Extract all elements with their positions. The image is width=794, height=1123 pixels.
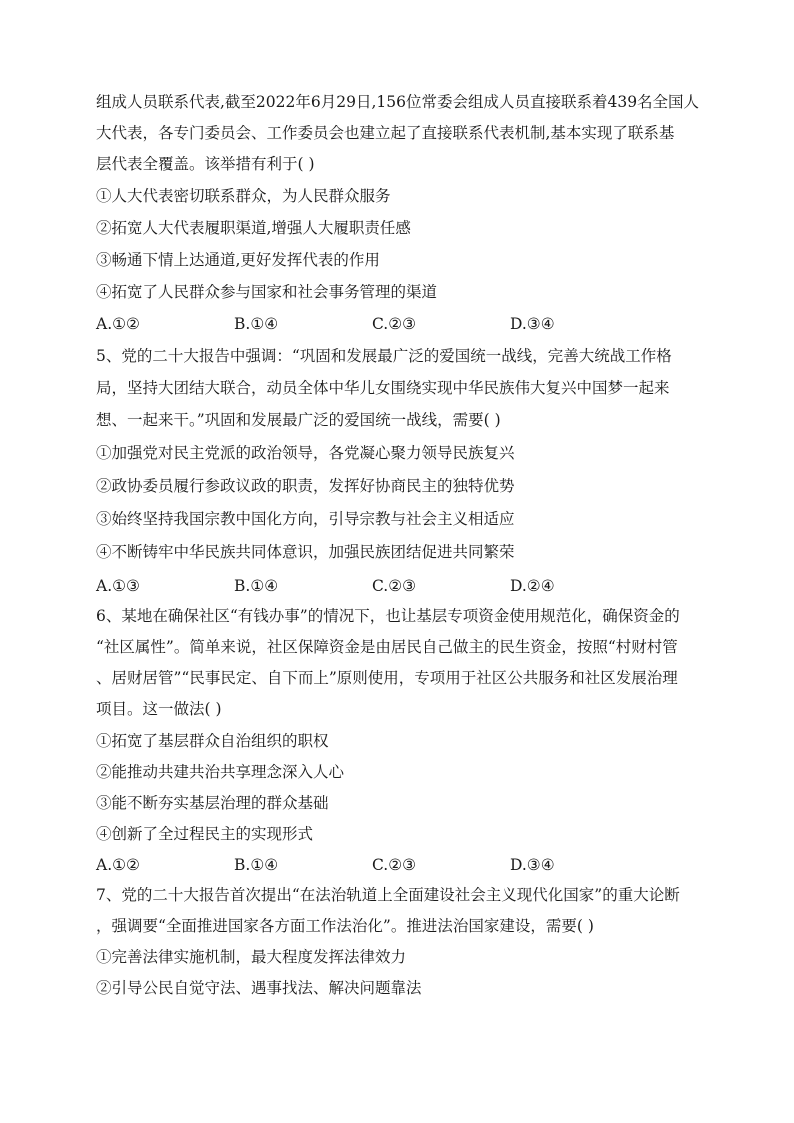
option-a: A.①②	[96, 856, 140, 874]
statement-3: ③能不断夯实基层治理的群众基础	[96, 794, 329, 812]
statement-1: ①完善法律实施机制，最大程度发挥法律效力	[96, 948, 407, 966]
statement-3: ③畅通下情上达通道,更好发挥代表的作用	[96, 251, 380, 269]
statement-4: ④拓宽了人民群众参与国家和社会事务管理的渠道	[96, 283, 438, 301]
question-5-text: 局，坚持大团结大联合，动员全体中华儿女围绕实现中华民族伟大复兴中国梦一起来	[96, 379, 670, 397]
question-6-text: 项目。这一做法( )	[96, 700, 222, 718]
statement-4: ④创新了全过程民主的实现形式	[96, 825, 314, 843]
answer-options	[96, 576, 698, 596]
question-text: 大代表，各专门委员会、工作委员会也建立起了直接联系代表机制,基本实现了联系基	[96, 124, 675, 142]
question-6-text: 、居财居管”“民事民定、自下而上”原则使用，专项用于社区公共服务和社区发展治理	[96, 669, 678, 687]
option-b: B.①④	[234, 577, 279, 595]
option-c: C.②③	[372, 577, 417, 595]
statement-2: ②引导公民自觉守法、遇事找法、解决问题靠法	[96, 979, 422, 997]
option-a: A.①②	[96, 315, 140, 333]
statement-3: ③始终坚持我国宗教中国化方向，引导宗教与社会主义相适应	[96, 510, 515, 528]
question-5-text: 5、党的二十大报告中强调：“巩固和发展最广泛的爱国统一战线，完善大统战工作格	[96, 347, 672, 365]
question-text: 层代表全覆盖。该举措有利于( )	[96, 155, 315, 173]
question-6-text: 6、某地在确保社区“有钱办事”的情况下，也让基层专项资金使用规范化，确保资金的	[96, 607, 680, 625]
option-b: B.①④	[234, 315, 279, 333]
question-7-text: 7、党的二十大报告首次提出“在法治轨道上全面建设社会主义现代化国家”的重大论断	[96, 886, 680, 904]
statement-2: ②能推动共建共治共享理念深入人心	[96, 763, 345, 781]
statement-2: ②拓宽人大代表履职渠道,增强人大履职责任感	[96, 219, 411, 237]
statement-1: ①拓宽了基层群众自治组织的职权	[96, 732, 329, 750]
statement-1: ①人大代表密切联系群众，为人民群众服务	[96, 187, 391, 205]
option-c: C.②③	[372, 315, 417, 333]
question-7-text: ，强调要“全面推进国家各方面工作法治化”。推进法治国家建设，需要( )	[96, 917, 594, 935]
answer-options	[96, 855, 698, 875]
question-text: 组成人员联系代表,截至2022年6月29日,156位常委会组成人员直接联系着439名全国人	[96, 93, 700, 111]
option-d: D.③④	[510, 315, 555, 333]
option-a: A.①③	[96, 577, 140, 595]
statement-4: ④不断铸牢中华民族共同体意识，加强民族团结促进共同繁荣	[96, 543, 515, 561]
answer-options	[96, 314, 698, 334]
option-d: D.②④	[510, 577, 555, 595]
option-b: B.①④	[234, 856, 279, 874]
statement-1: ①加强党对民主党派的政治领导，各党凝心聚力领导民族复兴	[96, 444, 515, 462]
question-6-text: “社区属性”。简单来说，社区保障资金是由居民自己做主的民生资金，按照“村财村管	[96, 638, 678, 656]
statement-2: ②政协委员履行参政议政的职责，发挥好协商民主的独特优势	[96, 477, 515, 495]
option-d: D.③④	[510, 856, 555, 874]
question-5-text: 想、一起来干。”巩固和发展最广泛的爱国统一战线，需要( )	[96, 411, 501, 429]
option-c: C.②③	[372, 856, 417, 874]
